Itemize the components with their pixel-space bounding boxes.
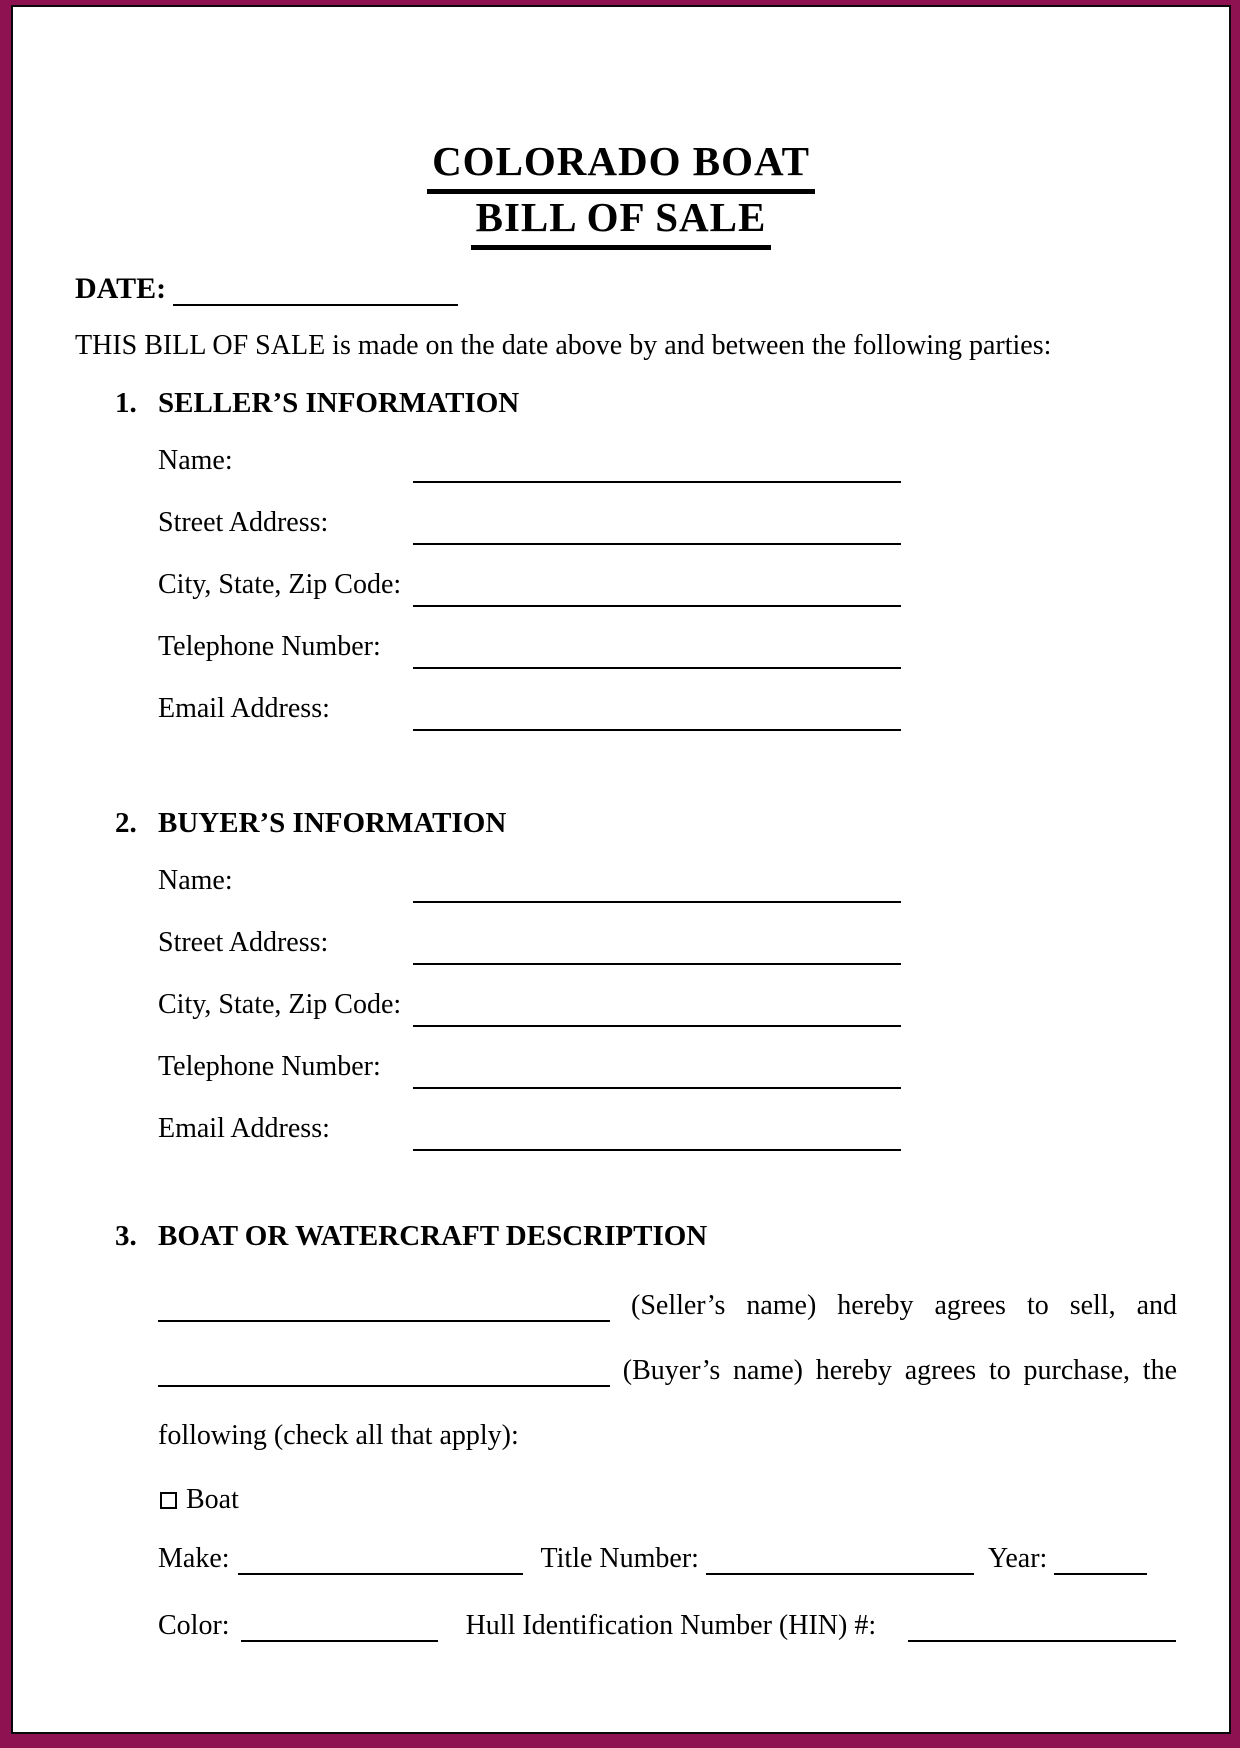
seller-name-input-line[interactable] [413,445,901,483]
following-instruction: following (check all that apply): [158,1420,519,1451]
seller-name-row [158,445,1118,507]
seller-email-input-line[interactable] [413,693,901,731]
buyer-email-input-line[interactable] [413,1113,901,1151]
date-input-line[interactable] [173,274,458,306]
title-line-2: BILL OF SALE [471,197,772,250]
year-input-line[interactable] [1054,1545,1147,1575]
color-label: Color: [158,1610,230,1641]
color-hin-row [158,1610,1176,1642]
buyer-phone-row [158,1051,1118,1113]
field-label: Telephone Number: [158,631,381,662]
section-2-title: BUYER’S INFORMATION [158,807,507,839]
document-page [11,5,1231,1734]
seller-clause-line [158,1290,1177,1322]
section-1-number: 1. [115,387,137,419]
buyer-city-row [158,989,1118,1051]
boat-checkbox-label: Boat [186,1484,239,1515]
title-number-input-line[interactable] [706,1545,974,1575]
make-label: Make: [158,1543,230,1574]
buyer-city-input-line[interactable] [413,989,901,1027]
title-number-label: Title Number: [540,1543,699,1574]
year-label: Year: [987,1543,1048,1574]
seller-name-blank-line[interactable] [158,1292,610,1322]
buyer-email-row [158,1113,1118,1175]
seller-city-input-line[interactable] [413,569,901,607]
title-row-1 [13,138,1229,197]
hin-input-line[interactable] [908,1612,1176,1642]
section-3-heading [115,1220,707,1253]
seller-email-row [158,693,1118,755]
seller-phone-row [158,631,1118,693]
field-label: Street Address: [158,507,329,538]
field-label: Street Address: [158,927,329,958]
buyer-clause-text: (Buyer’s name) hereby agrees to purchase, the [622,1355,1178,1386]
date-row [75,272,458,306]
buyer-street-row [158,927,1118,989]
title-row-2 [13,194,1229,253]
field-label: Name: [158,865,233,896]
seller-city-row [158,569,1118,631]
title-line-1: COLORADO BOAT [427,141,815,194]
field-label: Email Address: [158,1113,330,1144]
field-label: City, State, Zip Code: [158,569,402,600]
boat-checkbox[interactable] [160,1492,177,1509]
field-label: Telephone Number: [158,1051,381,1082]
buyer-clause-line [158,1355,1177,1387]
boat-checkbox-row [160,1485,239,1515]
section-2-heading [115,807,506,840]
buyer-street-input-line[interactable] [413,927,901,965]
seller-fields [158,445,1118,755]
intro-paragraph: THIS BILL OF SALE is made on the date above by and between the following parties: [75,330,1052,361]
date-label: DATE: [75,272,167,305]
section-3-number: 3. [115,1220,137,1252]
section-1-title: SELLER’S INFORMATION [158,387,520,419]
seller-phone-input-line[interactable] [413,631,901,669]
make-title-year-row [158,1543,1147,1575]
section-2-number: 2. [115,807,137,839]
buyer-name-blank-line[interactable] [158,1357,610,1387]
field-label: Email Address: [158,693,330,724]
seller-street-row [158,507,1118,569]
hin-label: Hull Identification Number (HIN) #: [465,1610,877,1641]
buyer-phone-input-line[interactable] [413,1051,901,1089]
buyer-name-row [158,865,1118,927]
field-label: Name: [158,445,233,476]
make-input-line[interactable] [238,1545,523,1575]
buyer-name-input-line[interactable] [413,865,901,903]
seller-clause-text: (Seller’s name) hereby agrees to sell, and [631,1290,1178,1321]
document-title [13,138,1229,253]
field-label: City, State, Zip Code: [158,989,402,1020]
section-3-title: BOAT OR WATERCRAFT DESCRIPTION [158,1220,708,1252]
section-1-heading [115,387,519,420]
seller-street-input-line[interactable] [413,507,901,545]
buyer-fields [158,865,1118,1175]
color-input-line[interactable] [241,1612,438,1642]
